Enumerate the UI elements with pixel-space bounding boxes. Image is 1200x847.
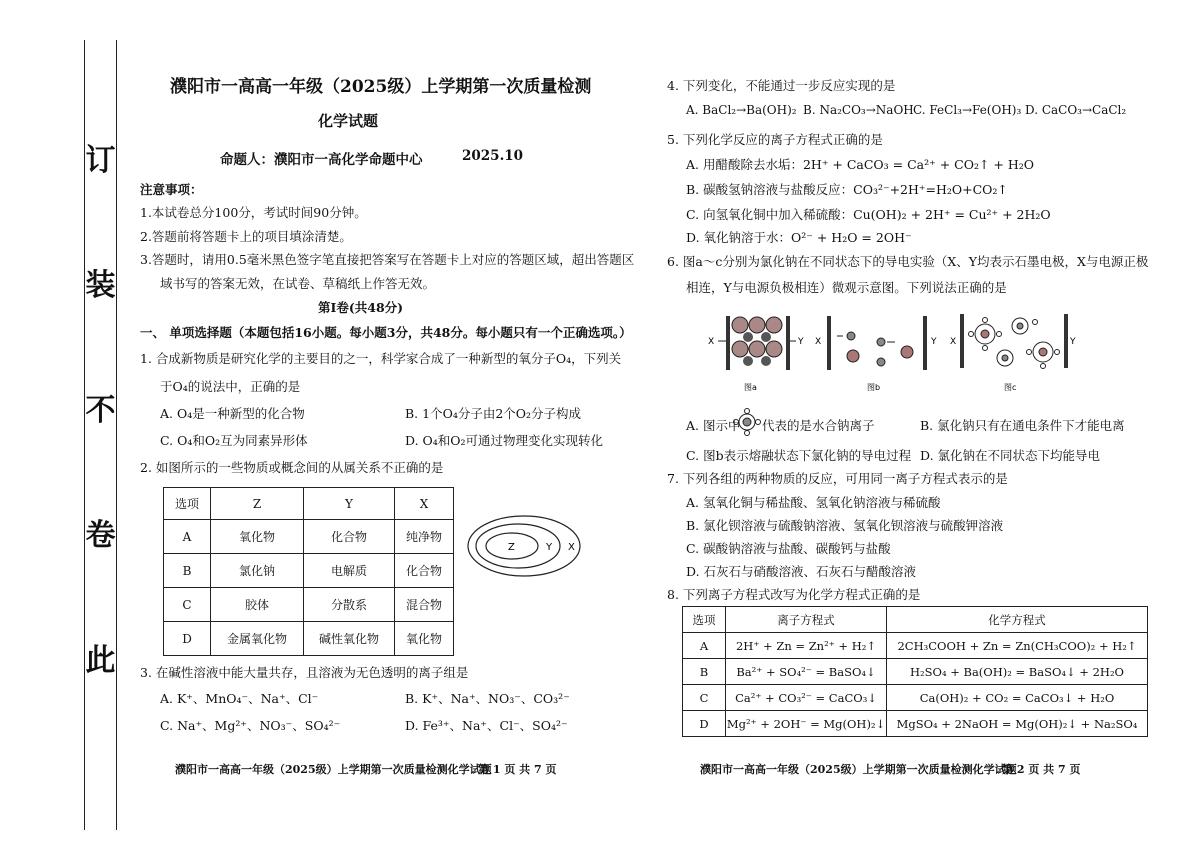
q4-stem: 4. 下列变化，不能通过一步反应实现的是 xyxy=(667,78,896,93)
table-row xyxy=(164,622,454,656)
notes-heading: 注意事项： xyxy=(140,182,203,197)
table-header-cell: X xyxy=(395,488,454,520)
table-cell: MgSO₄ + 2NaOH = Mg(OH)₂↓ + Na₂SO₄ xyxy=(887,711,1148,737)
q5-option-c: C. 向氢氧化铜中加入稀硫酸：Cu(OH)₂ + 2H⁺ = Cu²⁺ + 2H₂O xyxy=(686,207,1051,222)
table-row xyxy=(164,588,454,622)
table-cell: A xyxy=(683,633,726,659)
q4-option-b: B. Na₂CO₃→NaOH xyxy=(803,103,914,117)
table-cell: Mg²⁺ + 2OH⁻ = Mg(OH)₂↓ xyxy=(726,711,887,737)
table-header-cell: Z xyxy=(211,488,304,520)
q6-option-b: B. 氯化钠只有在通电条件下才能电离 xyxy=(920,418,1125,433)
q5-option-a: A. 用醋酸除去水垢：2H⁺ + CaCO₃ = Ca²⁺ + CO₂↑ + H₂O xyxy=(686,157,1035,172)
section-title: 第Ⅰ卷(共48分) xyxy=(318,300,404,315)
svg-text:Y: Y xyxy=(931,337,937,347)
label-y: Y xyxy=(546,542,553,553)
binding-char: 不 xyxy=(85,393,116,428)
svg-text:X: X xyxy=(708,337,715,347)
table-cell: 氯化钠 xyxy=(211,554,304,588)
table-header-row xyxy=(683,607,1148,633)
table-header-cell: Y xyxy=(304,488,395,520)
binding-char: 卷 xyxy=(85,518,116,553)
table-cell: 化合物 xyxy=(304,520,395,554)
table-cell: H₂SO₄ + Ba(OH)₂ = BaSO₄↓ + 2H₂O xyxy=(887,659,1148,685)
table-header-row xyxy=(164,488,454,520)
table-row xyxy=(683,711,1148,737)
q8-stem: 8. 下列离子方程式改写为化学方程式正确的是 xyxy=(667,587,921,602)
q1-option-d: D. O₄和O₂可通过物理变化实现转化 xyxy=(405,433,604,448)
q2-table xyxy=(163,487,454,656)
binding-char: 此 xyxy=(85,643,116,678)
table-cell: 2H⁺ + Zn = Zn²⁺ + H₂↑ xyxy=(726,633,887,659)
q3-option-a: A. K⁺、MnO₄⁻、Na⁺、Cl⁻ xyxy=(160,691,319,706)
page2-footer: 濮阳市一高高一年级（2025级）上学期第一次质量检测化学试题 xyxy=(700,763,1017,776)
table-cell: 分散系 xyxy=(304,588,395,622)
table-cell: C xyxy=(683,685,726,711)
svg-text:X: X xyxy=(815,337,822,347)
table-cell: Ca(OH)₂ + CO₂ = CaCO₃↓ + H₂O xyxy=(887,685,1148,711)
label-z: Z xyxy=(508,542,515,553)
q5-stem: 5. 下列化学反应的离子方程式正确的是 xyxy=(667,132,883,147)
q5-option-b: B. 碳酸氢钠溶液与盐酸反应：CO₃²⁻+2H⁺=H₂O+CO₂↑ xyxy=(686,182,1008,197)
q6-option-c: C. 图b表示熔融状态下氯化钠的导电过程 xyxy=(686,448,912,463)
figure-b-label: 图b xyxy=(867,383,881,392)
exam-title: 濮阳市一高高一年级（2025级）上学期第一次质量检测 xyxy=(170,77,592,97)
q3-option-d: D. Fe³⁺、Na⁺、Cl⁻、SO₄²⁻ xyxy=(405,718,568,733)
exam-date: 2025.10 xyxy=(462,148,524,164)
binding-margin xyxy=(78,40,123,830)
note-item: 3.答题时，请用0.5毫米黑色签字笔直接把答案写在答题卡上对应的答题区域，超出答题区 xyxy=(140,252,635,267)
exam-author: 命题人：濮阳市一高化学命题中心 xyxy=(220,152,423,168)
q6-option-a-rest: 代表的是水合钠离子 xyxy=(762,418,875,433)
table-cell: D xyxy=(164,622,211,656)
table-cell: B xyxy=(164,554,211,588)
table-row xyxy=(164,554,454,588)
table-cell: 2CH₃COOH + Zn = Zn(CH₃COO)₂ + H₂↑ xyxy=(887,633,1148,659)
table-row xyxy=(164,520,454,554)
table-header-cell: 选项 xyxy=(683,607,726,633)
q2-stem: 2. 如图所示的一些物质或概念间的从属关系不正确的是 xyxy=(140,460,444,475)
q1-stem: 1. 合成新物质是研究化学的主要目的之一，科学家合成了一种新型的氧分子O₄，下列关 xyxy=(140,351,622,366)
label-x: X xyxy=(568,542,575,553)
figure-c-label: 图c xyxy=(1004,383,1017,392)
q7-option-a: A. 氢氧化铜与稀盐酸、氢氧化钠溶液与稀硫酸 xyxy=(686,495,941,510)
q4-option-d: D. CaCO₃→CaCl₂ xyxy=(1025,103,1127,117)
table-cell: 碱性氧化物 xyxy=(304,622,395,656)
svg-text:Y: Y xyxy=(1070,337,1076,347)
note-item: 域书写的答案无效，在试卷、草稿纸上作答无效。 xyxy=(160,276,436,291)
table-cell: Ca²⁺ + CO₃²⁻ = CaCO₃↓ xyxy=(726,685,887,711)
table-cell: D xyxy=(683,711,726,737)
q1-option-b: B. 1个O₄分子由2个O₂分子构成 xyxy=(405,406,582,421)
table-cell: 氧化物 xyxy=(395,622,454,656)
note-item: 1.本试卷总分100分，考试时间90分钟。 xyxy=(140,205,367,220)
q7-option-b: B. 氯化钡溶液与硫酸钠溶液、氢氧化钡溶液与硫酸钾溶液 xyxy=(686,518,1004,533)
page2-number: 第 2 页 共 7 页 xyxy=(1002,763,1081,776)
nested-ellipse-diagram xyxy=(466,510,586,582)
q7-option-d: D. 石灰石与硝酸溶液、石灰石与醋酸溶液 xyxy=(686,564,917,579)
part-heading: 一、 单项选择题（本题包括16小题。每小题3分，共48分。每小题只有一个正确选项。） xyxy=(140,325,632,340)
table-cell: 氧化物 xyxy=(211,520,304,554)
table-cell: 金属氧化物 xyxy=(211,622,304,656)
table-cell: 混合物 xyxy=(395,588,454,622)
exam-subtitle: 化学试题 xyxy=(318,112,379,130)
ellipse-x xyxy=(468,516,580,576)
figure-c-nacl-solution xyxy=(950,308,1078,394)
table-header-cell: 离子方程式 xyxy=(726,607,887,633)
figure-b-molten-nacl xyxy=(815,312,943,394)
svg-text:Y: Y xyxy=(798,337,804,347)
q4-option-c: C. FeCl₃→Fe(OH)₃ xyxy=(913,103,1022,117)
q6-option-a-prefix: A. 图示中 xyxy=(686,418,741,433)
q4-option-a: A. BaCl₂→Ba(OH)₂ xyxy=(686,103,797,117)
q6-option-d: D. 氯化钠在不同状态下均能导电 xyxy=(920,448,1101,463)
binding-char: 装 xyxy=(85,268,116,303)
figure-a-solid-nacl xyxy=(708,312,808,394)
table-header-cell: 化学方程式 xyxy=(887,607,1148,633)
q1-option-a: A. O₄是一种新型的化合物 xyxy=(160,406,305,421)
table-cell: 化合物 xyxy=(395,554,454,588)
q1-option-c: C. O₄和O₂互为同素异形体 xyxy=(160,433,308,448)
table-cell: 电解质 xyxy=(304,554,395,588)
table-cell: Ba²⁺ + SO₄²⁻ = BaSO₄↓ xyxy=(726,659,887,685)
hydrated-ion-icon xyxy=(733,408,761,436)
table-cell: 胶体 xyxy=(211,588,304,622)
q1-stem-cont: 于O₄的说法中，正确的是 xyxy=(160,379,301,394)
note-item: 2.答题前将答题卡上的项目填涂清楚。 xyxy=(140,229,352,244)
page1-footer: 濮阳市一高高一年级（2025级）上学期第一次质量检测化学试题 xyxy=(175,763,492,776)
table-row xyxy=(683,633,1148,659)
crystal-lattice xyxy=(732,317,782,366)
q7-option-c: C. 碳酸钠溶液与盐酸、碳酸钙与盐酸 xyxy=(686,541,891,556)
q3-stem: 3. 在碱性溶液中能大量共存，且溶液为无色透明的离子组是 xyxy=(140,665,469,680)
q6-stem-cont: 相连，Y与电源负极相连）微观示意图。下列说法正确的是 xyxy=(686,280,1007,295)
q8-table xyxy=(682,606,1148,737)
table-row xyxy=(683,659,1148,685)
table-row xyxy=(683,685,1148,711)
table-cell: C xyxy=(164,588,211,622)
q3-option-b: B. K⁺、Na⁺、NO₃⁻、CO₃²⁻ xyxy=(405,691,570,706)
table-header-cell: 选项 xyxy=(164,488,211,520)
q6-stem: 6. 图a～c分别为氯化钠在不同状态下的导电实验（X、Y均表示石墨电极，X与电源正极 xyxy=(667,254,1149,269)
q3-option-c: C. Na⁺、Mg²⁺、NO₃⁻、SO₄²⁻ xyxy=(160,718,341,733)
q5-option-d: D. 氧化钠溶于水：O²⁻ + H₂O = 2OH⁻ xyxy=(686,230,912,245)
page1-number: 第 1 页 共 7 页 xyxy=(478,763,557,776)
svg-text:X: X xyxy=(950,337,957,347)
table-cell: A xyxy=(164,520,211,554)
binding-char: 订 xyxy=(85,143,116,178)
table-cell: 纯净物 xyxy=(395,520,454,554)
table-cell: B xyxy=(683,659,726,685)
q7-stem: 7. 下列各组的两种物质的反应，可用同一离子方程式表示的是 xyxy=(667,471,1008,486)
figure-a-label: 图a xyxy=(744,383,757,392)
